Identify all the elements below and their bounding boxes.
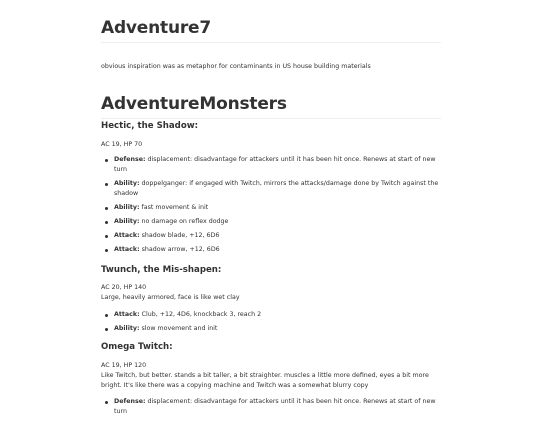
monster-traits-list — [101, 155, 441, 259]
list-item — [101, 203, 441, 213]
intro-paragraph: obvious inspiration was as metaphor for contaminants in US house building materials — [101, 63, 371, 70]
trait-text: shadow blade, +12, 6D6 — [139, 232, 220, 239]
trait-label: Ability: — [114, 325, 140, 332]
monster-description: Like Twitch, but better. stands a bit taller, a bit straighter. muscles a little more defined, eyes a bit more bright. It's like there was a copying machine and Twitch was a somewhat blurry copy — [101, 372, 429, 389]
trait-text: Club, +12, 4D6, knockback 3, reach 2 — [139, 311, 262, 318]
list-item — [101, 179, 441, 199]
trait-label: Attack: — [114, 232, 140, 239]
list-item — [101, 231, 441, 241]
trait-label: Attack: — [114, 311, 140, 318]
monster-traits-list — [101, 397, 441, 421]
list-item — [101, 397, 441, 417]
monster-traits-list — [101, 310, 441, 338]
list-item — [101, 310, 441, 320]
page-title: Adventure7 — [101, 18, 441, 43]
trait-label: Ability: — [114, 204, 140, 211]
monster-stats: AC 19, HP 120 — [101, 362, 147, 369]
trait-text: doppelganger: if engaged with Twitch, mirrors the attacks/damage done by Twitch against the shadow — [114, 180, 439, 197]
list-item — [101, 155, 441, 175]
monster-description: Large, heavily armored, face is like wet clay — [101, 294, 240, 301]
trait-label: Defense: — [114, 156, 146, 163]
trait-label: Defense: — [114, 398, 146, 405]
trait-label: Ability: — [114, 218, 140, 225]
trait-label: Attack: — [114, 246, 140, 253]
monster-stats: AC 19, HP 70 — [101, 141, 143, 148]
trait-text: no damage on reflex dodge — [139, 218, 229, 225]
trait-text: displacement: disadvantage for attackers until it has been hit once. Renews at start of new turn — [114, 156, 436, 173]
list-item — [101, 217, 441, 227]
monster-stats: AC 20, HP 140 — [101, 284, 147, 291]
list-item — [101, 245, 441, 255]
trait-text: slow movement and init — [139, 325, 218, 332]
monster-heading: Twunch, the Mis-shapen: — [101, 265, 222, 275]
monster-heading: Hectic, the Shadow: — [101, 121, 199, 131]
section-title: AdventureMonsters — [101, 94, 441, 119]
trait-text: shadow arrow, +12, 6D6 — [139, 246, 220, 253]
trait-text: displacement: disadvantage for attackers until it has been hit once. Renews at start of new turn — [114, 398, 436, 415]
trait-label: Ability: — [114, 180, 140, 187]
trait-text: fast movement & init — [139, 204, 209, 211]
monster-heading: Omega Twitch: — [101, 342, 173, 352]
list-item — [101, 324, 441, 334]
